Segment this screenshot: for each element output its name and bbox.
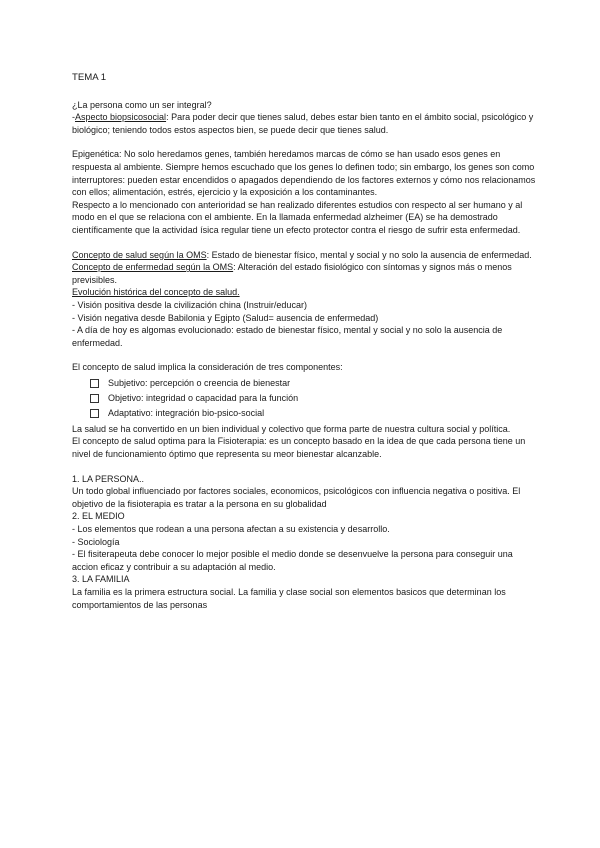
individual-paragraph: La salud se ha convertido en un bien individual y colectivo que forma parte de nuestra cultura social y política. xyxy=(72,423,511,434)
spacer xyxy=(72,461,540,473)
alzheimer-paragraph: Respecto a lo mencionado con anterioridad se han realizado diferentes estudios con respecto al ser humano y al modo en el que se relaciona con el ambiente. En la llamada enfermedad alzheimer (EA) se ha demostrado científicamente que la actividad ísica regular tiene un efecto protector contra el riesgo de sufrir esta enfermedad. xyxy=(72,199,523,235)
components-checklist xyxy=(90,376,540,421)
epigenetics-paragraph: Epigenética: No solo heredamos genes, también heredamos marcas de cómo se han usado esos genes en respuesta al ambiente. Siempre hemos escuchado que los genes lo definen todo; sin embargo, los genes son como interruptores: pueden estar encendidos o apagados dependiendo de los factores externos y cómo nos relacionamos con ellos; alimentación, estrés, ejercicio y la exposición a los contaminantes. xyxy=(72,149,536,198)
checklist-label: Objetivo: integridad o capacidad para la función xyxy=(108,393,299,404)
checkbox-icon[interactable] xyxy=(90,409,99,418)
biopsychosocial-text: : Para poder decir que tienes salud, debes estar bien tanto en el ámbito social, psicológico y biológico; teniendo todos estos aspectos bien, se puede decir que tienes salud. xyxy=(72,112,534,135)
history-item: - Visión negativa desde Babilonia y Egipto (Salud= ausencia de enfermedad) xyxy=(72,312,379,323)
oms-health-paragraph xyxy=(72,249,540,262)
history-item: - Visión positiva desde la civilización china (Instruir/educar) xyxy=(72,299,307,310)
medio-item: - Sociología xyxy=(72,536,120,547)
spacer xyxy=(72,237,540,249)
components-intro: El concepto de salud implica la consideración de tres componentes: xyxy=(72,362,343,373)
page-title: TEMA 1 xyxy=(72,72,107,83)
biopsychosocial-term: Aspecto biopsicosocial xyxy=(75,112,167,123)
checklist-item xyxy=(90,406,540,421)
checklist-item xyxy=(90,376,540,391)
checklist-item xyxy=(90,391,540,406)
medio-item: - Los elementos que rodean a una persona afectan a su existencia y desarrollo. xyxy=(72,524,390,535)
checklist-label: Subjetivo: percepción o creencia de bienestar xyxy=(108,378,291,389)
oms-health-text: : Estado de bienestar físico, mental y social y no solo la ausencia de enfermedad. xyxy=(206,249,532,260)
medio-item: - El fisiterapeuta debe conocer lo mejor posible el medio donde se desenvuelve la persona para conseguir una accion eficaz y contribuir a su adaptación al medio. xyxy=(72,549,513,572)
history-heading: Evolución histórica del concepto de salud. xyxy=(72,287,240,298)
oms-disease-term: Concepto de enfermedad según la OMS xyxy=(72,262,234,273)
checkbox-icon[interactable] xyxy=(90,379,99,388)
section-text-familia: La familia es la primera estructura social. La familia y clase social son elementos basicos que determinan los comportamientos de las personas xyxy=(72,587,506,610)
history-item: - A día de hoy es algomas evolucionado: estado de bienestar físico, mental y social y no solo la ausencia de enfermedad. xyxy=(72,325,503,348)
checkbox-icon[interactable] xyxy=(90,394,99,403)
section-text-persona: Un todo global influenciado por factores sociales, economicos, psicológicos con influencia negativa o positiva. El objetivo de la fisioterapia es tratar a la persona en su globalidad xyxy=(72,486,521,509)
section-heading-familia: 3. LA FAMILIA xyxy=(72,574,130,585)
section-heading-medio: 2. EL MEDIO xyxy=(72,511,125,522)
question-line: ¿La persona como un ser integral? xyxy=(72,99,212,110)
biopsychosocial-paragraph xyxy=(72,111,540,136)
spacer xyxy=(72,349,540,361)
spacer xyxy=(72,136,540,148)
oms-disease-paragraph xyxy=(72,261,540,286)
oms-disease-text: : Alteración del estado fisiológico con síntomas y signos más o menos previsibles. xyxy=(72,262,512,285)
checklist-label: Adaptativo: integración bio-psico-social xyxy=(108,408,265,419)
dash: - xyxy=(72,112,75,123)
fisio-paragraph: El concepto de salud optima para la Fisioterapia: es un concepto basado en la idea de que cada persona tiene un nivel de funcionamiento óptimo que representa su meor bienestar alcanzable. xyxy=(72,436,526,460)
oms-health-term: Concepto de salud según la OMS xyxy=(72,249,207,260)
section-heading-persona: 1. LA PERSONA.. xyxy=(72,473,145,484)
